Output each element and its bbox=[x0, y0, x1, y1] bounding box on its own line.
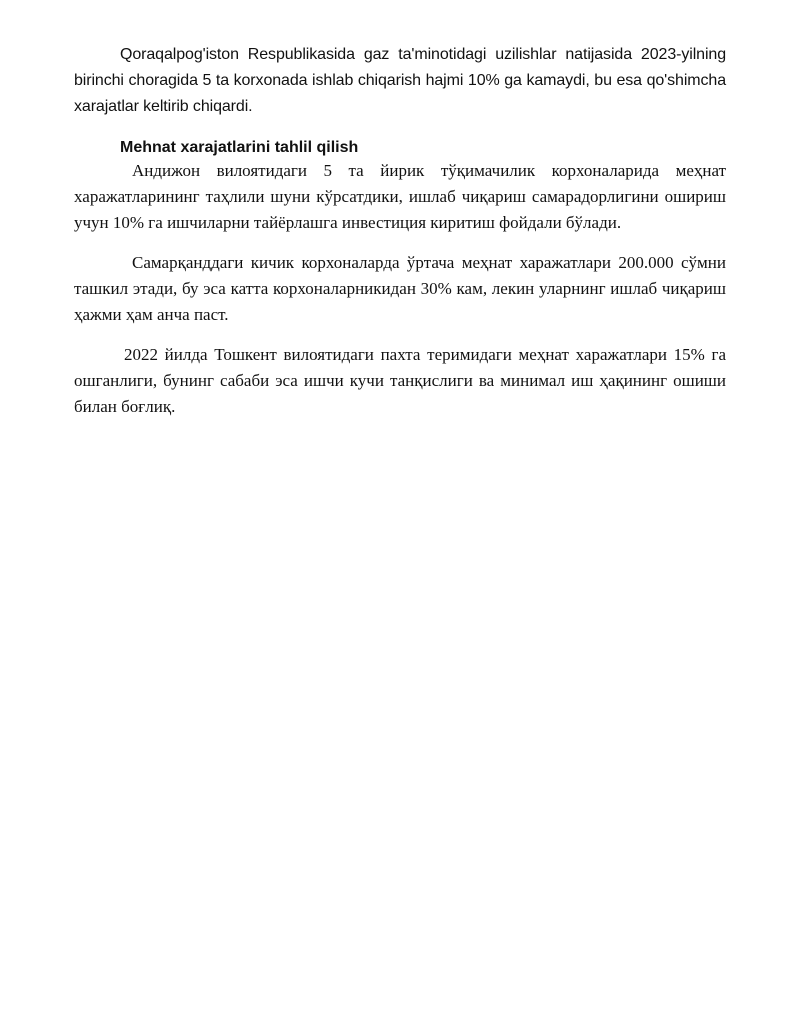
paragraph-samarkand: Самарқанддаги кичик корхоналарда ўртача меҳнат харажатлари 200.000 сўмни ташкил этади, бу эса катта корхоналарникидан 30% кам, лекин уларнинг ишлаб чиқариш ҳажми ҳам анча паст. bbox=[74, 253, 726, 324]
paragraph-tashkent: 2022 йилда Тошкент вилоятидаги пахта теримидаги меҳнат харажатлари 15% га ошганлиги, бунинг сабаби эса ишчи кучи танқислиги ва минимал иш ҳақининг ошиши билан боғлиқ. bbox=[74, 345, 726, 416]
section-heading: Mehnat xarajatlarini tahlil qilish bbox=[120, 139, 359, 156]
paragraph-gas-supply: Qoraqalpog'iston Respublikasida gaz ta'minotidagi uzilishlar natijasida 2023-yilning birinchi choragida 5 ta korxonada ishlab chiqarish hajmi 10% ga kamaydi, bu esa qo'shimcha xarajatlar keltirib chiqardi. bbox=[74, 46, 726, 115]
paragraph-andijan: Андижон вилоятидаги 5 та йирик тўқимачилик корхоналарида меҳнат харажатларининг таҳлили шуни кўрсатдики, ишлаб чиқариш самарадорлигини ошириш учун 10% га ишчиларни тайёрлашга инвестиция киритиш фойдали бўлади. bbox=[74, 161, 726, 232]
document-body bbox=[74, 42, 726, 420]
